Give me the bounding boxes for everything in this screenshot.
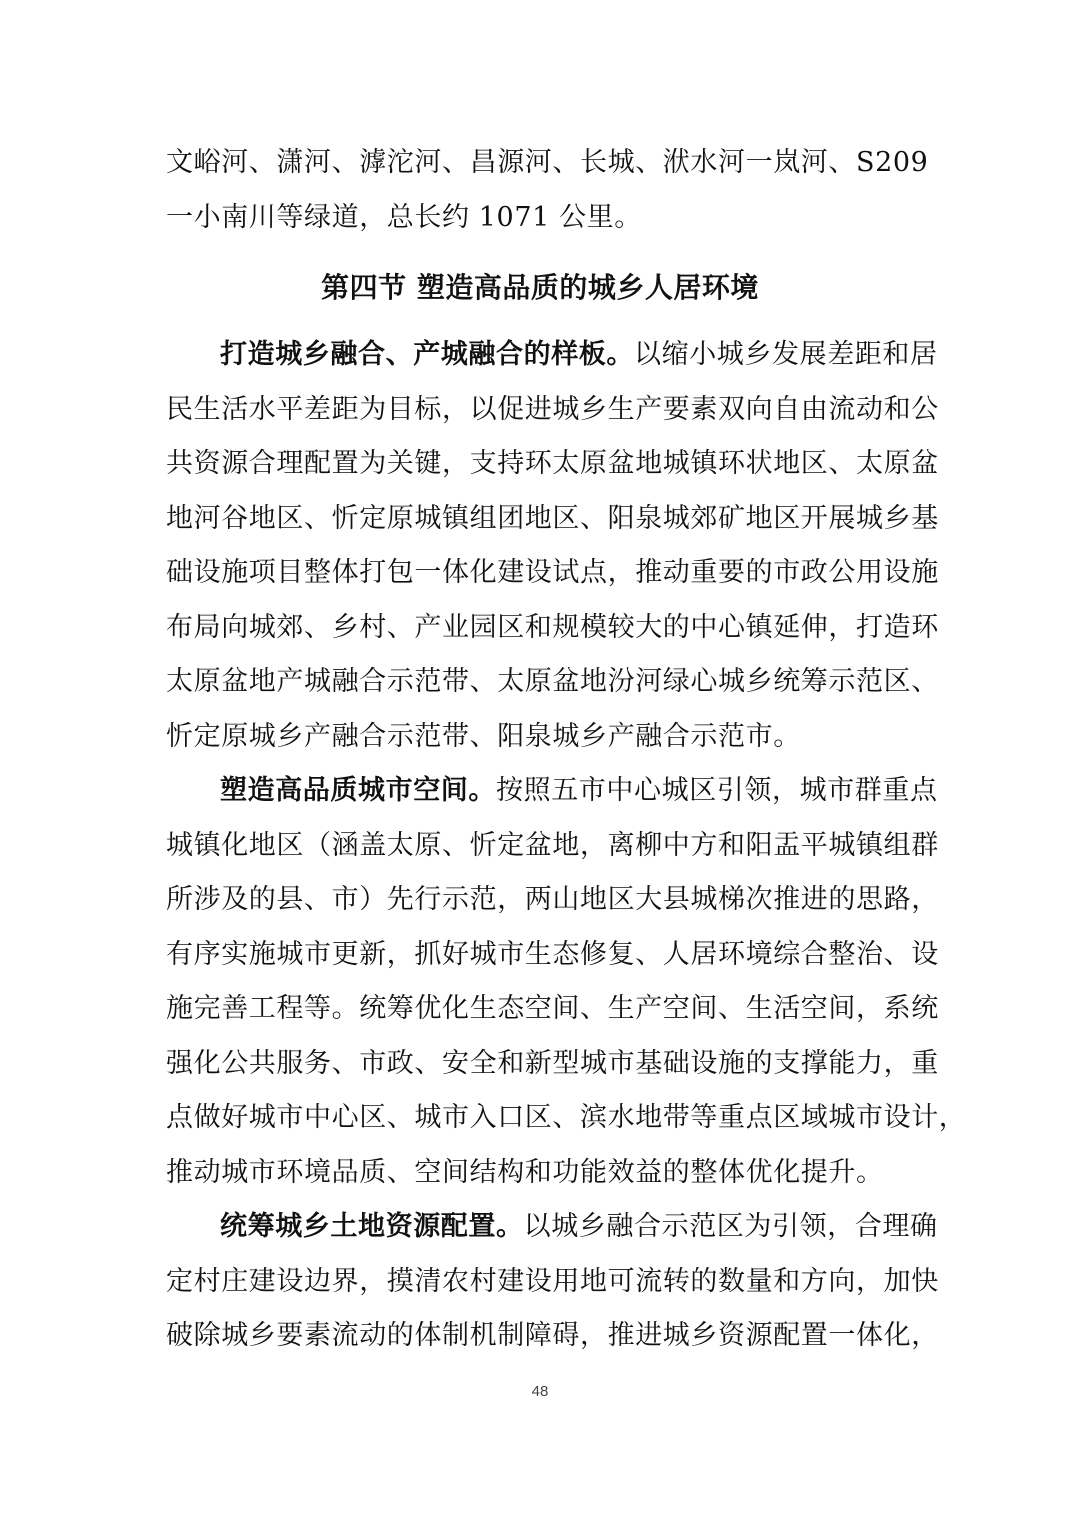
paragraph-lead: 塑造高品质城市空间。 [220, 775, 496, 806]
text-line: 太原盆地产城融合示范带、太原盆地汾河绿心城乡统筹示范区、 [166, 666, 939, 697]
text-line: 布局向城郊、乡村、产业园区和规模较大的中心镇延伸，打造环 [166, 612, 939, 643]
text-line: 共资源合理配置为关键，支持环太原盆地城镇环状地区、太原盆 [166, 448, 939, 479]
paragraph-text: 按照五市中心城区引领，城市群重点 [496, 775, 938, 806]
text-line: 定村庄建设边界，摸清农村建设用地可流转的数量和方向，加快 [166, 1266, 939, 1297]
text-line: 点做好城市中心区、城市入口区、滨水地带等重点区域城市设计， [166, 1102, 967, 1133]
paragraph-first-line [220, 773, 938, 809]
text-line: 推动城市环境品质、空间结构和功能效益的整体优化提升。 [166, 1157, 884, 1188]
paragraph-lead: 打造城乡融合、产城融合的样板。 [220, 339, 634, 370]
text-line: 破除城乡要素流动的体制机制障碍，推进城乡资源配置一体化， [166, 1320, 939, 1351]
text-line: 强化公共服务、市政、安全和新型城市基础设施的支撑能力，重 [166, 1048, 939, 1079]
text-line: 地河谷地区、忻定原城镇组团地区、阳泉城郊矿地区开展城乡基 [166, 503, 939, 534]
paragraph-text: 以城乡融合示范区为引领，合理确 [523, 1211, 938, 1242]
text-line: 施完善工程等。统筹优化生态空间、生产空间、生活空间，系统 [166, 993, 939, 1024]
text-line: 文峪河、潇河、滹沱河、昌源河、长城、洑水河一岚河、S209 [166, 147, 929, 178]
text-line: 有序实施城市更新，抓好城市生态修复、人居环境综合整治、设 [166, 939, 939, 970]
text-line: 忻定原城乡产融合示范带、阳泉城乡产融合示范市。 [166, 721, 801, 752]
page-number: 48 [531, 1383, 549, 1400]
paragraph-text: 以缩小城乡发展差距和居 [634, 339, 938, 370]
text-line: 一小南川等绿道，总长约 1071 公里。 [166, 202, 642, 233]
paragraph-first-line [220, 1209, 938, 1245]
text-line: 民生活水平差距为目标，以促进城乡生产要素双向自由流动和公 [166, 394, 939, 425]
section-heading: 第四节 塑造高品质的城乡人居环境 [321, 271, 759, 304]
text-line: 所涉及的县、市）先行示范，两山地区大县城梯次推进的思路， [166, 884, 939, 915]
text-line: 城镇化地区（涵盖太原、忻定盆地，离柳中方和阳盂平城镇组群 [166, 830, 939, 861]
paragraph-lead: 统筹城乡土地资源配置。 [220, 1211, 524, 1242]
text-line: 础设施项目整体打包一体化建设试点，推动重要的市政公用设施 [166, 557, 939, 588]
paragraph-first-line [220, 337, 938, 373]
